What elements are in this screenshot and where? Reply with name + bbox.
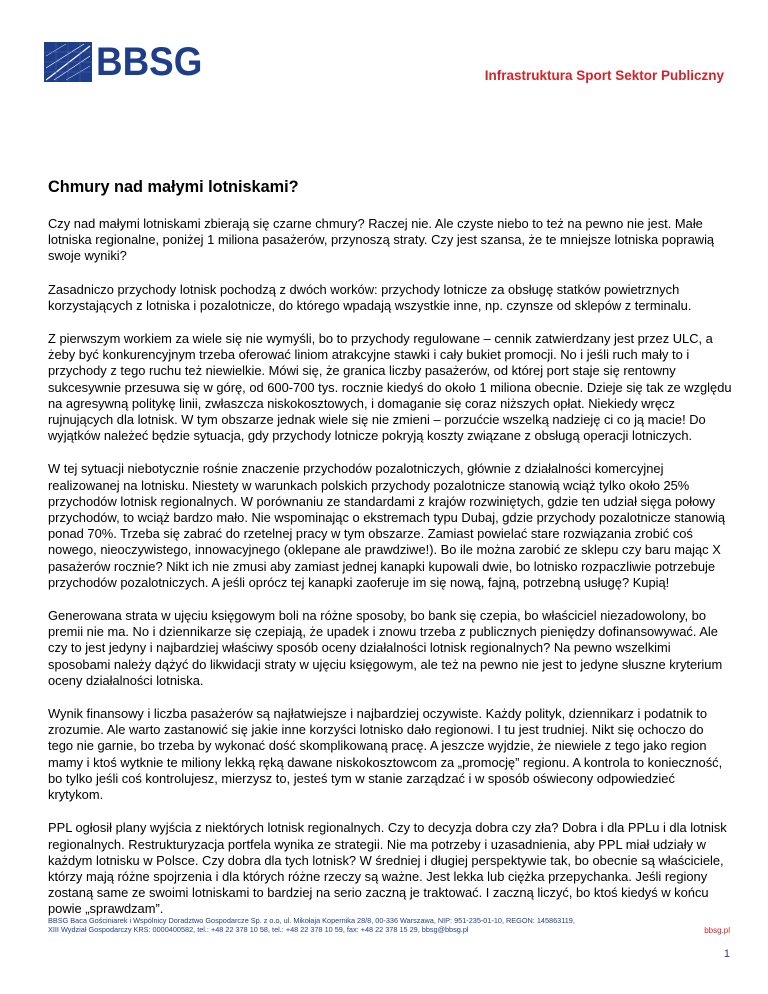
article-paragraph: W tej sytuacji niebotycznie rośnie znaczenie przychodów pozalotniczych, głównie z działalności komercyjnej realizowanej na lotnisku. Niestety w warunkach polskich przychody pozalotnicze stanowią wciąż tylko około 25% przychodów lotnisk regionalnych. W porównaniu ze standardami z krajów rozwiniętych, gdzie ten udział sięga połowy przychodów, to wciąż bardzo mało. Nie wspominając o ekstremach typu Dubaj, gdzie przychody pozalotnicze stanowią ponad 70%. Trzeba się zabrać do rzetelnej pracy w tym obszarze. Zamiast powielać stare rozwiązania zrobić coś nowego, nieoczywistego, innowacyjnego (oklepane ale prawdziwe!). Bo ile można zarobić ze sklepu czy baru mając X pasażerów rocznie? Nikt ich nie zmusi aby zamiast jednej kanapki kupowali dwie, bo lotnisko rozpaczliwie potrzebuje przychodów pozalotniczych. A jeśli oprócz tej kanapki zaoferuje im się nową, fajną, potrzebną usługę? Kupią! [48,461,726,590]
article-paragraph: Generowana strata w ujęciu księgowym boli na różne sposoby, bo bank się czepia, bo właściciel niezadowolony, bo premii nie ma. No i dziennikarze się czepiają, że upadek i znowu trzeba z publicznych pieniędzy dofinansowywać. Ale czy to jest jedyny i najbardziej właściwy sposób oceny działalności lotnisk regionalnych? Na pewno wszelkimi sposobami należy dążyć do likwidacji straty w ujęciu księgowym, ale też na pewno nie jest to jedyne słuszne kryterium oceny działalności lotniska. [48,608,723,688]
article-paragraph: Zasadniczo przychody lotnisk pochodzą z dwóch worków: przychody lotnicze za obsługę statków powietrznych korzystających z lotniska i pozalotnicze, do którego wpadają wszystkie inne, np. czynsze od sklepów z terminalu. [48,281,692,313]
footer-company-info [48,916,668,935]
article-paragraph: Z pierwszym workiem za wiele się nie wymyśli, bo to przychody regulowane – cennik zatwierdzany jest przez ULC, a żeby być konkurencyjnym trzeba oferować liniom atrakcyjne stawki i cały bukiet promocji. No i jeśli ruch mały to i przychody z tego ruchu też niewielkie. Mówi się, że granica liczby pasażerów, od której port staje się rentowny sukcesywnie przesuwa się w górę, od 600-700 tys. rocznie kiedyś do około 1 miliona obecnie. Dzieje się tak ze względu na agresywną politykę linii, zwłaszcza niskokosztowych, i domaganie się coraz niższych opłat. Niekiedy wręcz rujnujących dla lotnisk. W tym obszarze jednak wiele się nie zmieni – porzućcie wszelką nadzieję ci co ją macie! Do wyjątków należeć będzie sytuacja, gdy przychody lotnicze pokryją koszty związane z obsługą operacji lotniczych. [48,331,732,444]
bbsg-logo [44,40,244,84]
footer-line: XIII Wydział Gospodarczy KRS: 0000400582, tel.: +48 22 378 10 58, tel.: +48 22 378 10 59, fax: +48 22 378 15 29, bbsg@bbsg.pl [48,925,469,935]
article-paragraph: Wynik finansowy i liczba pasażerów są najłatwiejsze i najbardziej oczywiste. Każdy polityk, dziennikarz i podatnik to zrozumie. Ale warto zastanowić się jakie inne korzyści lotnisko dało regionowi. I tu jest trudniej. Nikt się ochoczo do tego nie garnie, bo trzeba by wykonać dość skomplikowaną pracę. A jeszcze wyjdzie, że niewiele z tego jako region mamy i ktoś wytknie te miliony lekką ręką dawane niskokosztowcom za „promocję” regionu. A kontrola to konieczność, bo tylko jeśli coś kontrolujesz, mierzysz to, jesteś tym w stanie zarządzać i w sposób oświecony odpowiedzieć krytykom. [48,706,723,803]
bbsg-logo-mark-icon [44,42,92,82]
article-paragraph: Czy nad małymi lotniskami zbierają się czarne chmury? Raczej nie. Ale czyste niebo to też na pewno nie jest. Małe lotniska regionalne, poniżej 1 miliona pasażerów, przynoszą straty. Czy jest szansa, że te mniejsze lotniska poprawią swoje wyniki? [48,216,715,264]
article-paragraph: PPL ogłosił plany wyjścia z niektórych lotnisk regionalnych. Czy to decyzja dobra czy zła? Dobra i dla PPLu i dla lotnisk regionalnych. Restrukturyzacja portfela wynika ze strategii. Nie ma potrzeby i uzasadnienia, aby PPL miał udziały w każdym lotnisku w Polsce. Czy dobra dla tych lotnisk? W średniej i długiej perspektywie tak, bo obecnie są właściciele, którzy mają różne spojrzenia i dla których różne rzeczy są ważne. Jest lekka lub ciężka przepychanka. Jeśli regiony zostaną same ze swoimi lotniskami to bardziej na serio zaczną je traktować. I zaczną liczyć, bo ktoś kiedyś w końcu powie „sprawdzam”. [48,820,727,917]
article [48,177,732,935]
article-title: Chmury nad małymi lotniskami? [48,178,299,196]
footer-website-link[interactable]: bbsg.pl [704,926,730,935]
footer-line: BBSG Baca Gościniarek i Wspólnicy Doradztwo Gospodarcze Sp. z o.o, ul. Mikołaja Kopernika 28/8, 00-336 Warszawa, NIP: 951-235-01-10, REGON: 145863119, [48,916,575,925]
page-number: 1 [723,948,730,960]
header-tagline: Infrastruktura Sport Sektor Publiczny [484,68,724,83]
logo-wordmark: BBSG [96,40,203,84]
